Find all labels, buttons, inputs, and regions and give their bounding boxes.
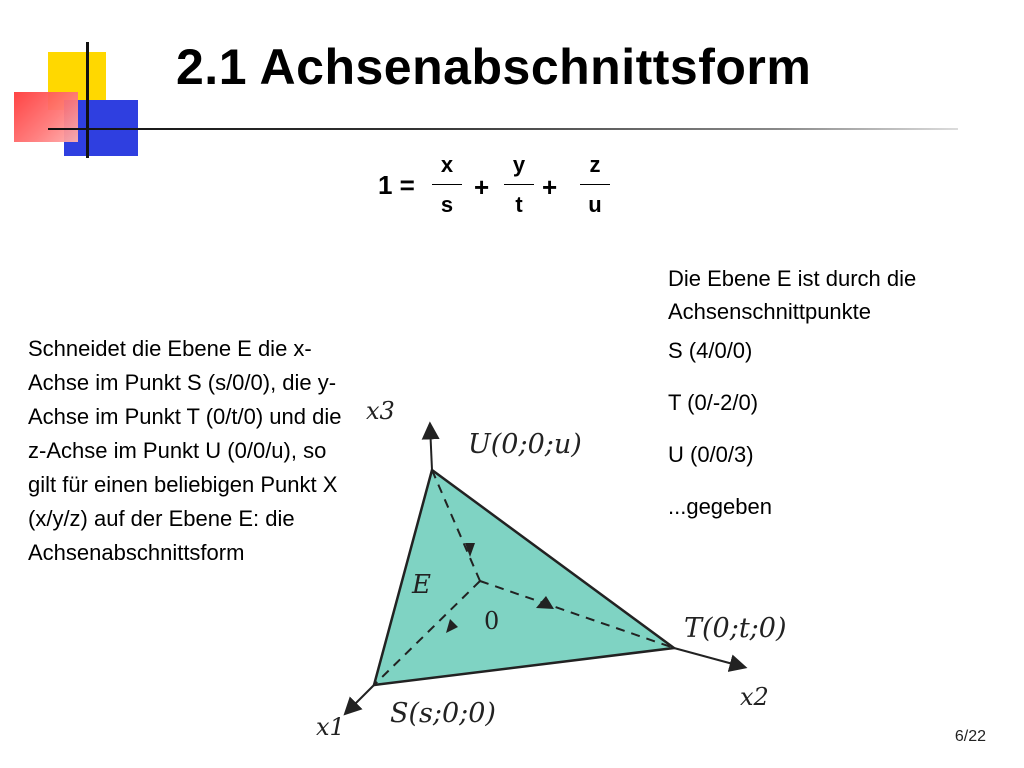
intercept-formula bbox=[360, 150, 640, 240]
denominator: s bbox=[440, 192, 454, 217]
point-u-label: U(0;0;u) bbox=[468, 429, 582, 460]
origin-label: 0 bbox=[484, 607, 500, 635]
axis-x2-label: x2 bbox=[740, 683, 769, 711]
point-s-label: S(s;0;0) bbox=[390, 698, 496, 729]
fraction-bar bbox=[432, 184, 462, 185]
numerator: y bbox=[512, 152, 526, 177]
numerator: x bbox=[440, 152, 454, 177]
fraction-z-over-u bbox=[580, 150, 610, 218]
axis-x3-line bbox=[430, 425, 432, 470]
plus-sign: + bbox=[474, 172, 490, 202]
plane-label: E bbox=[412, 570, 431, 600]
fraction-x-over-s bbox=[432, 150, 462, 218]
slide-title: 2.1 Achsenabschnittsform bbox=[176, 39, 812, 95]
point-s: S (4/0/0) bbox=[668, 338, 753, 363]
explanation-text: Schneidet die Ebene E die x-Achse im Punkt S (s/0/0), die y-Achse im Punkt T (0/t/0) und die z-Achse im Punkt U (0/0/u), so gilt für einen beliebigen Punkt X (x/y/z) auf der Ebene E: die Achsenabschnittsform bbox=[28, 336, 342, 565]
axis-x1-line bbox=[346, 685, 374, 713]
axis-x2-line bbox=[674, 648, 744, 667]
plus-sign: + bbox=[542, 172, 558, 202]
axis-x1-label: x1 bbox=[316, 713, 345, 741]
title-underline bbox=[48, 128, 958, 130]
fraction-bar bbox=[504, 184, 534, 185]
example-outro: ...gegeben bbox=[668, 494, 772, 519]
example-intro: Die Ebene E ist durch die Achsenschnittpunkte bbox=[668, 266, 917, 324]
fraction-bar bbox=[580, 184, 610, 185]
decorative-corner bbox=[0, 0, 160, 170]
vertical-rule bbox=[86, 42, 89, 158]
red-square bbox=[14, 92, 78, 142]
point-u: U (0/0/3) bbox=[668, 442, 754, 467]
point-t-label: T(0;t;0) bbox=[684, 613, 787, 644]
denominator: t bbox=[515, 192, 523, 217]
numerator: z bbox=[589, 152, 601, 177]
formula-lhs: 1 = bbox=[378, 170, 415, 200]
denominator: u bbox=[588, 192, 602, 217]
fraction-y-over-t bbox=[504, 150, 534, 218]
page-number: 6/22 bbox=[954, 728, 986, 745]
point-t: T (0/-2/0) bbox=[668, 390, 759, 415]
axis-x3-label: x3 bbox=[366, 397, 395, 425]
plane-diagram bbox=[300, 395, 800, 750]
